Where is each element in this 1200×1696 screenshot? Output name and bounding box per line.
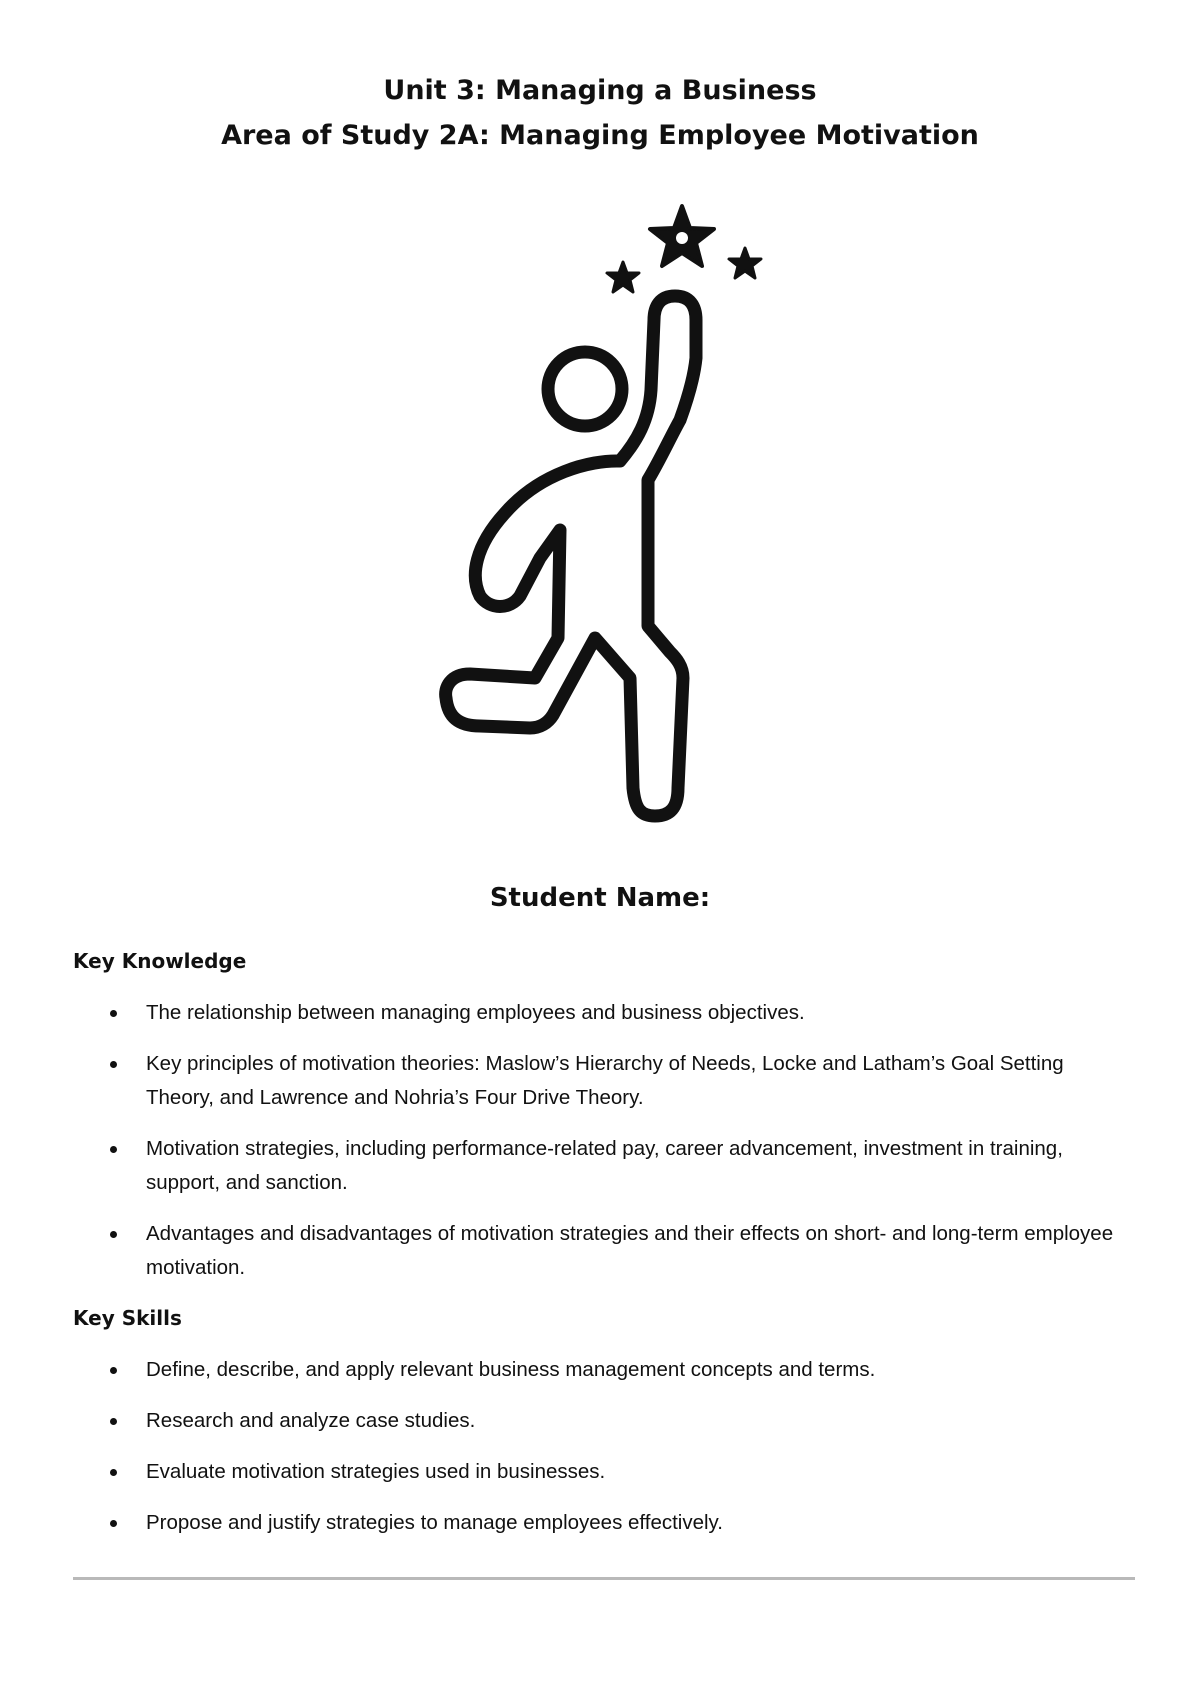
list-item xyxy=(73,1404,1133,1438)
small-star-right-icon xyxy=(729,248,761,278)
bullet-icon xyxy=(110,1146,117,1153)
list-item-text: Research and analyze case studies. xyxy=(146,1409,476,1432)
small-star-left-icon xyxy=(607,262,639,292)
list-item xyxy=(73,1455,1133,1489)
list-item xyxy=(73,1217,1133,1285)
body-outline-icon xyxy=(446,296,696,816)
student-name-label: Student Name: xyxy=(489,883,711,913)
list-item xyxy=(73,996,1133,1030)
list-item-text: Advantages and disadvantages of motivation strategies and their effects on short- and long-term employee motivation. xyxy=(146,1222,1114,1279)
page-subtitle: Area of Study 2A: Managing Employee Motivation xyxy=(221,120,979,151)
list-item-text: Define, describe, and apply relevant business management concepts and terms. xyxy=(146,1358,876,1381)
key-knowledge-list xyxy=(73,996,1133,1302)
head-icon xyxy=(548,352,622,426)
list-item xyxy=(73,1132,1133,1200)
list-item xyxy=(73,1047,1133,1115)
list-item-text: Motivation strategies, including performance-related pay, career advancement, investment in training, support, and sanction. xyxy=(146,1137,1063,1194)
list-item xyxy=(73,1353,1133,1387)
list-item-text: Key principles of motivation theories: Maslow’s Hierarchy of Needs, Locke and Latham’s Goal Setting Theory, and Lawrence and Nohria’s Four Drive Theory. xyxy=(146,1052,1064,1109)
bullet-icon xyxy=(110,1520,117,1527)
bullet-icon xyxy=(110,1010,117,1017)
bullet-icon xyxy=(110,1367,117,1374)
bullet-icon xyxy=(110,1231,117,1238)
bullet-icon xyxy=(110,1418,117,1425)
bullet-icon xyxy=(110,1061,117,1068)
list-item-text: Propose and justify strategies to manage employees effectively. xyxy=(146,1511,723,1534)
reaching-person-with-stars-icon xyxy=(420,198,780,838)
key-skills-list xyxy=(73,1353,1133,1557)
list-item-text: Evaluate motivation strategies used in businesses. xyxy=(146,1460,606,1483)
bullet-icon xyxy=(110,1469,117,1476)
key-skills-heading: Key Skills xyxy=(73,1306,182,1330)
list-item xyxy=(73,1506,1133,1540)
list-item-text: The relationship between managing employees and business objectives. xyxy=(146,1001,805,1024)
key-knowledge-heading: Key Knowledge xyxy=(73,949,247,973)
footer-divider xyxy=(73,1577,1135,1580)
page-title: Unit 3: Managing a Business xyxy=(383,75,817,106)
